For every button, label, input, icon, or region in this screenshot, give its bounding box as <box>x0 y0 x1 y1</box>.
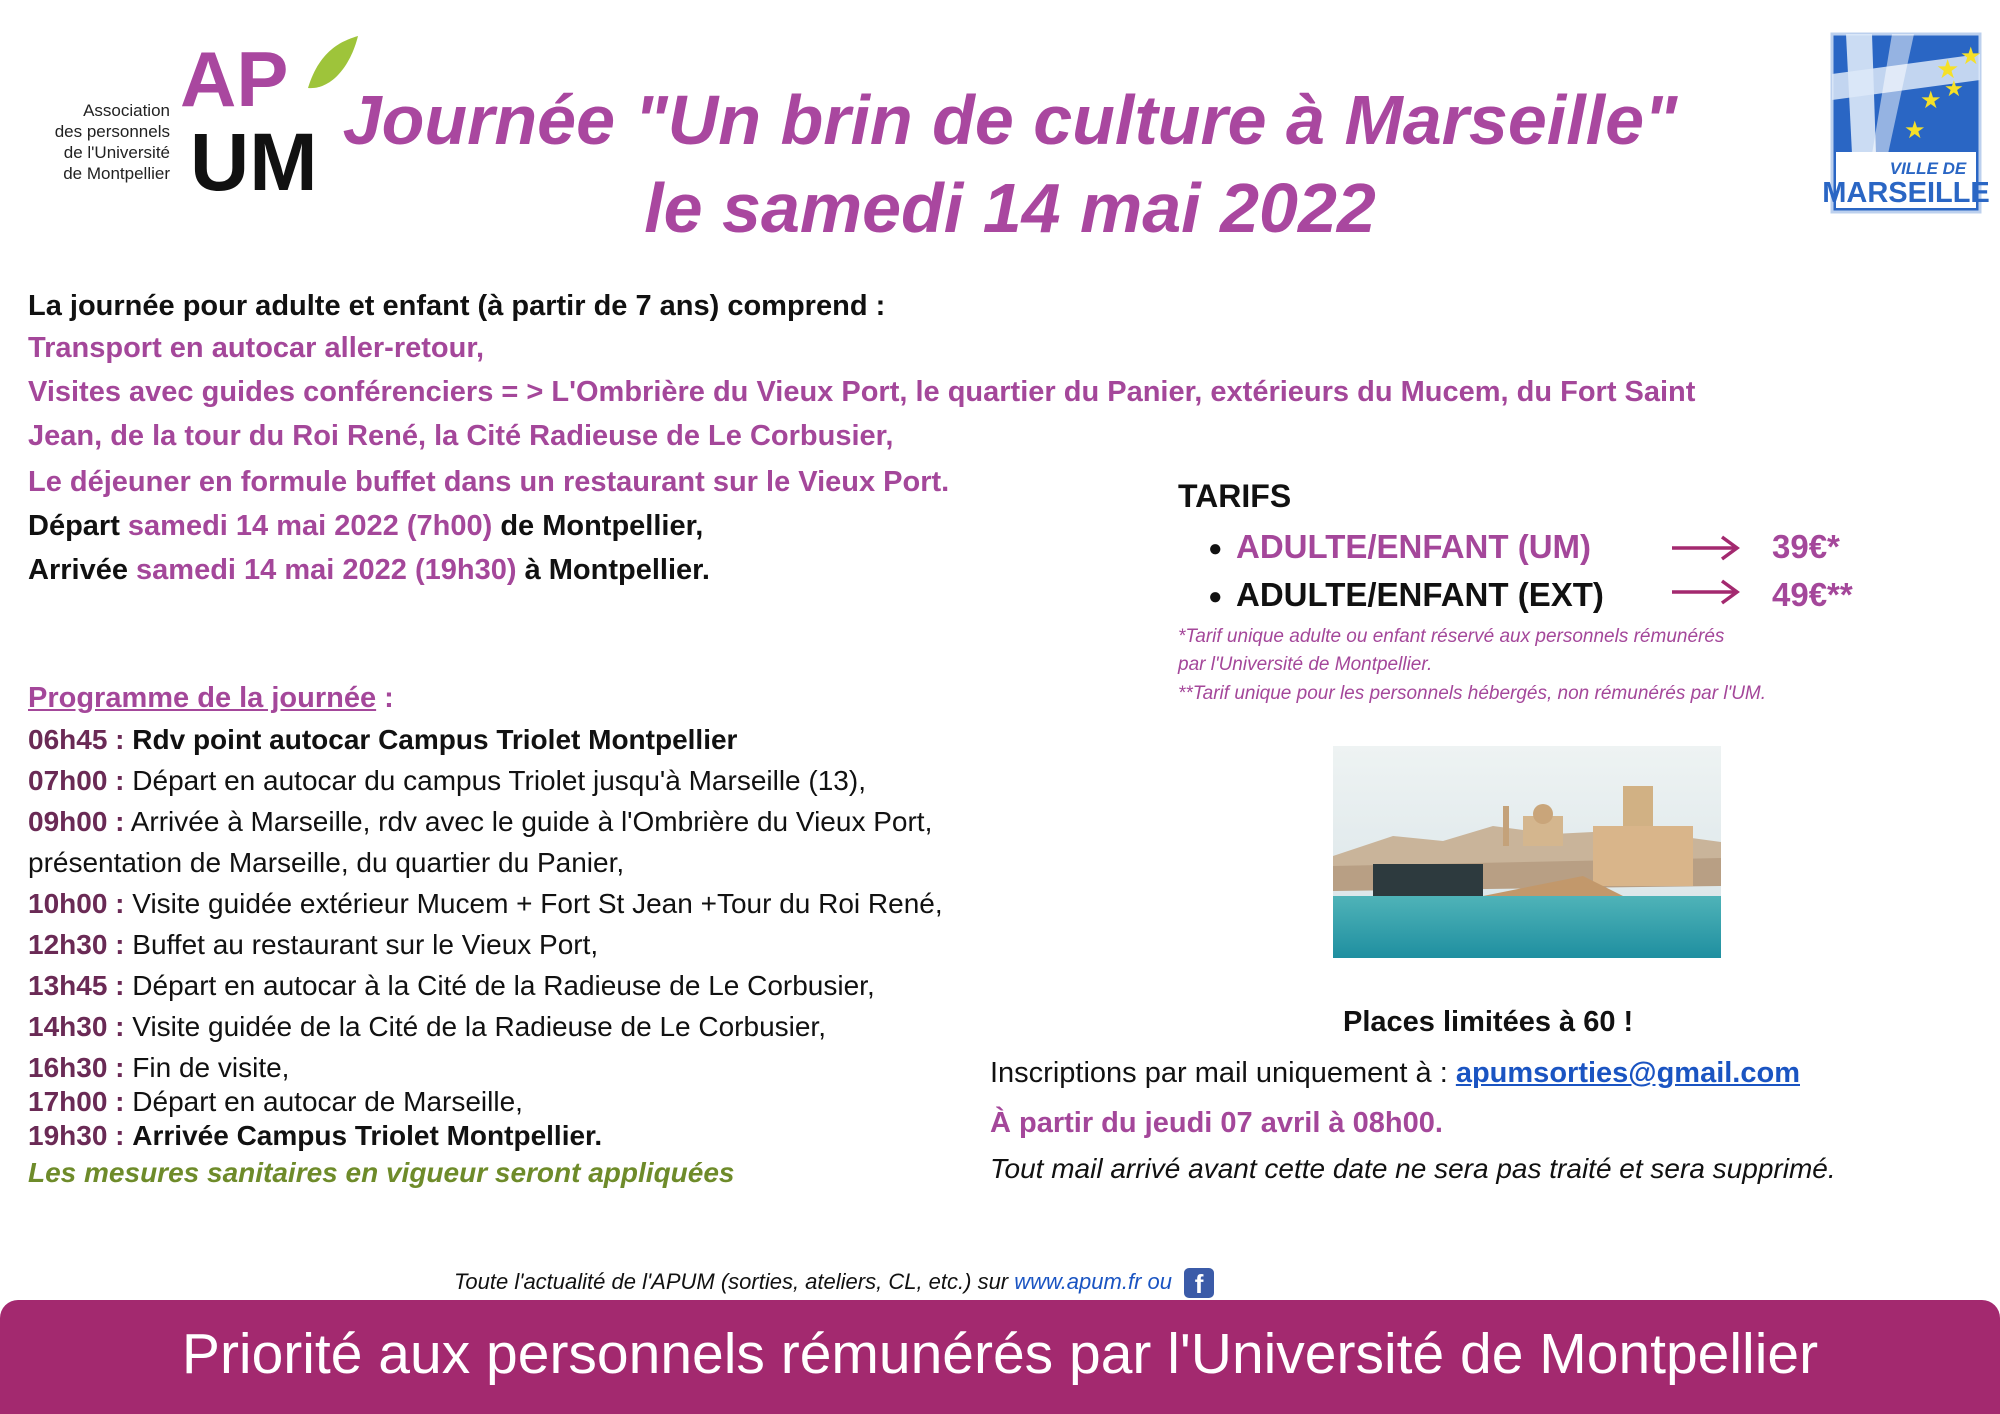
programme-time: 19h30 : <box>28 1120 125 1151</box>
programme-item <box>28 1120 602 1152</box>
programme-text: Visite guidée extérieur Mucem + Fort St Jean +Tour du Roi René, <box>132 888 943 919</box>
programme-item <box>28 765 866 797</box>
intro-departure <box>28 504 703 548</box>
programme-time: 13h45 : <box>28 970 125 1001</box>
organisation-name-line: Association <box>83 101 170 120</box>
arrow-right-icon <box>1672 536 1740 560</box>
ville-de-marseille-logo <box>1822 34 1990 212</box>
programme-heading-text: Programme de la journée <box>28 682 377 714</box>
organisation-name-line: des personnels <box>54 122 170 141</box>
city-logo-small-text: VILLE DE <box>1889 159 1967 178</box>
logo-text-top: AP <box>180 35 289 123</box>
programme-item <box>28 1011 826 1043</box>
programme-time: 12h30 : <box>28 929 125 960</box>
sanitary-notice: Les mesures sanitaires en vigueur seront appliquées <box>28 1157 735 1188</box>
organisation-name-line: de l'Université <box>63 143 170 162</box>
programme-text: Départ en autocar du campus Triolet jusqu'à Marseille (13), <box>132 765 866 796</box>
programme-heading-suffix: : <box>376 682 394 714</box>
programme-item <box>28 888 943 920</box>
star-icon: ★ <box>1904 117 1926 144</box>
departure-date: samedi 14 mai 2022 (7h00) <box>127 510 493 542</box>
tarif-note: par l'Université de Montpellier. <box>1178 654 1433 675</box>
programme-time: 09h00 : <box>28 806 125 837</box>
departure-place: de Montpellier, <box>500 510 704 542</box>
footer-or: ou <box>1141 1268 1172 1294</box>
website-link[interactable]: www.apum.fr <box>1014 1268 1142 1294</box>
apum-logo <box>180 28 340 208</box>
bullet-icon: ● <box>1208 583 1223 611</box>
tarif-item <box>1208 528 1591 566</box>
programme-time: 06h45 : <box>28 724 125 755</box>
intro-arrival <box>28 548 710 592</box>
email-link[interactable]: apumsorties@gmail.com <box>1455 1057 1800 1089</box>
programme-item <box>28 1086 523 1118</box>
logo-text-bottom: UM <box>190 117 318 208</box>
page-title-line2: le samedi 14 mai 2022 <box>644 169 1376 247</box>
facebook-icon[interactable]: f <box>1184 1268 1214 1298</box>
programme-item <box>28 970 875 1002</box>
tarif-label: ADULTE/ENFANT (EXT) <box>1236 576 1604 613</box>
programme-text: Rdv point autocar Campus Triolet Montpellier <box>132 724 738 755</box>
arrival-date: samedi 14 mai 2022 (19h30) <box>136 554 517 586</box>
tarif-label: ADULTE/ENFANT (UM) <box>1236 528 1592 565</box>
programme-item <box>28 1052 289 1084</box>
tarif-note: **Tarif unique pour les personnels hébergés, non rémunérés par l'UM. <box>1178 683 1767 704</box>
programme-time: 17h00 : <box>28 1086 125 1117</box>
intro-lunch: Le déjeuner en formule buffet dans un restaurant sur le Vieux Port. <box>28 466 950 498</box>
programme-time: 14h30 : <box>28 1011 125 1042</box>
inscriptions-text: Inscriptions par mail uniquement à : <box>990 1057 1456 1089</box>
intro-heading: La journée pour adulte et enfant (à partir de 7 ans) comprend : <box>28 290 886 322</box>
organisation-name <box>22 100 170 184</box>
departure-label: Départ <box>28 510 120 542</box>
footer-news <box>454 1268 1214 1298</box>
programme-time: 07h00 : <box>28 765 125 796</box>
tarifs-title: TARIFS <box>1178 478 1292 514</box>
programme-text: Arrivée à Marseille, rdv avec le guide à l'Ombrière du Vieux Port, <box>130 806 933 837</box>
places-limit: Places limitées à 60 ! <box>1343 1006 1634 1038</box>
footer-banner-text: Priorité aux personnels rémunérés par l'Université de Montpellier <box>181 1322 1819 1386</box>
tarif-note: *Tarif unique adulte ou enfant réservé aux personnels rémunérés <box>1178 626 1725 647</box>
page-title-line1: Journée "Un brin de culture à Marseille" <box>342 81 1678 159</box>
programme-item <box>28 847 624 879</box>
intro-visits-line2: Jean, de la tour du Roi René, la Cité Radieuse de Le Corbusier, <box>28 420 894 452</box>
programme-text: Fin de visite, <box>132 1052 290 1083</box>
programme-text: Départ en autocar à la Cité de la Radieuse de Le Corbusier, <box>132 970 875 1001</box>
arrow-right-icon <box>1672 580 1740 604</box>
programme-time: 10h00 : <box>28 888 125 919</box>
marseille-photo <box>1333 746 1721 958</box>
intro-visits-line1: Visites avec guides conférenciers = > L'Ombrière du Vieux Port, le quartier du Panier, extérieurs du Mucem, du Fort Saint <box>28 376 1696 408</box>
programme-item <box>28 724 737 756</box>
organisation-name-line: de Montpellier <box>63 164 170 183</box>
footer-news-text: Toute l'actualité de l'APUM (sorties, ateliers, CL, etc.) sur <box>454 1268 1015 1294</box>
programme-text: présentation de Marseille, du quartier du Panier, <box>28 847 625 878</box>
star-icon: ★ <box>1960 43 1982 70</box>
star-icon: ★ <box>1936 54 1960 84</box>
intro-transport: Transport en autocar aller-retour, <box>28 332 485 364</box>
programme-item <box>28 806 932 838</box>
star-icon: ★ <box>1920 87 1942 114</box>
arrival-place: à Montpellier. <box>524 554 710 586</box>
programme-text: Buffet au restaurant sur le Vieux Port, <box>132 929 599 960</box>
programme-item <box>28 929 598 961</box>
programme-text: Visite guidée de la Cité de la Radieuse de Le Corbusier, <box>132 1011 826 1042</box>
programme-heading <box>28 676 394 720</box>
programme-text: Arrivée Campus Triolet Montpellier. <box>132 1120 603 1151</box>
tarif-price: 39€* <box>1772 528 1840 565</box>
programme-text: Départ en autocar de Marseille, <box>132 1086 523 1117</box>
registration-start: À partir du jeudi 07 avril à 08h00. <box>990 1107 1443 1139</box>
tarif-price: 49€** <box>1772 576 1853 613</box>
star-icon: ★ <box>1944 76 1964 101</box>
tarif-item <box>1208 576 1604 614</box>
bullet-icon: ● <box>1208 535 1223 563</box>
arrival-label: Arrivée <box>28 554 128 586</box>
registration-warning: Tout mail arrivé avant cette date ne sera pas traité et sera supprimé. <box>990 1153 1836 1184</box>
programme-time: 16h30 : <box>28 1052 125 1083</box>
city-logo-big-text: MARSEILLE <box>1822 177 1990 209</box>
inscriptions-line <box>990 1057 1800 1090</box>
